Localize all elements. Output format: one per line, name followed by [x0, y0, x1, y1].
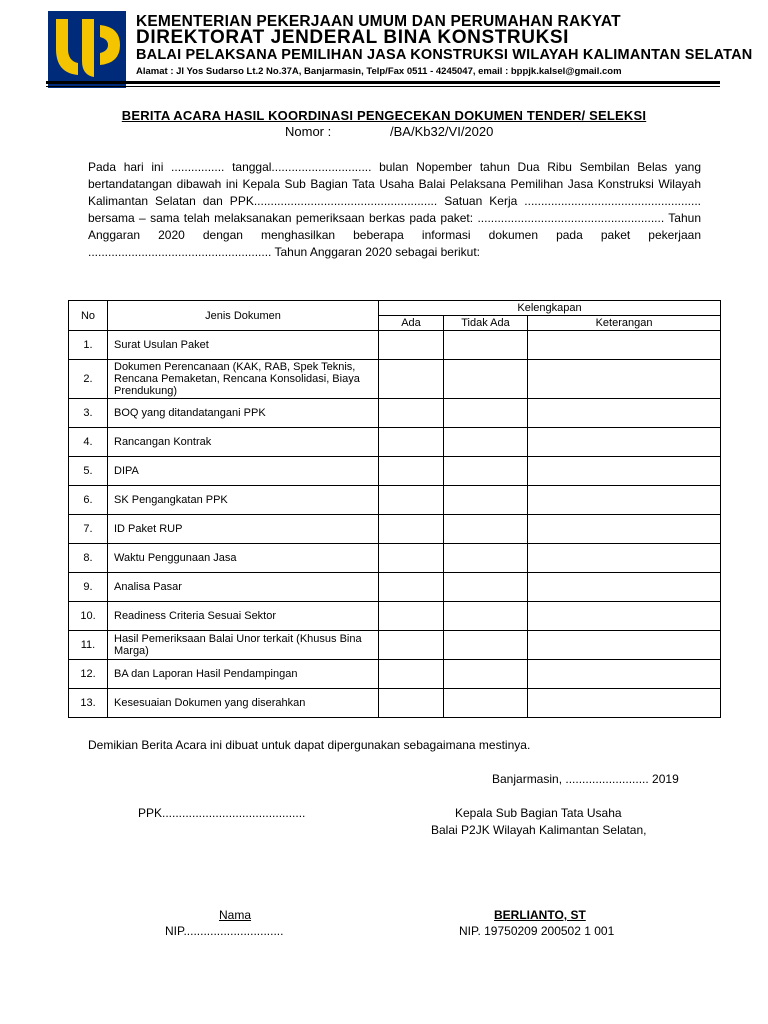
cell-keterangan — [528, 515, 721, 544]
cell-keterangan — [528, 428, 721, 457]
cell-tidak-ada — [444, 573, 528, 602]
row-document: Surat Usulan Paket — [108, 331, 379, 360]
row-document: Analisa Pasar — [108, 573, 379, 602]
cell-tidak-ada — [444, 428, 528, 457]
document-title: BERITA ACARA HASIL KOORDINASI PENGECEKAN DOKUMEN TENDER/ SELEKSI — [121, 108, 647, 123]
row-number: 5. — [69, 457, 108, 486]
cell-tidak-ada — [444, 631, 528, 660]
pu-emblem-icon — [48, 11, 126, 88]
cell-tidak-ada — [444, 689, 528, 718]
cell-tidak-ada — [444, 360, 528, 399]
row-document: Readiness Criteria Sesuai Sektor — [108, 602, 379, 631]
row-document: Hasil Pemeriksaan Balai Unor terkait (Khusus Bina Marga) — [108, 631, 379, 660]
cell-ada — [379, 515, 444, 544]
cell-ada — [379, 457, 444, 486]
cell-keterangan — [528, 331, 721, 360]
header-tidak-ada: Tidak Ada — [444, 316, 528, 331]
intro-paragraph: Pada hari ini ................ tanggal.............................. bulan Nopember tahun Dua Ribu Sembilan Belas yang bertandatangan dibawah ini Kepala Sub Bagian Tata Usaha Balai Pelaksana Pemilihan Jasa Konstruksi Wilayah Kalimantan Selatan dan PPK....................................................... Satuan Kerja ..................................................... bersama – sama telah melaksanakan pemeriksaan berkas pada paket: ........................................................ Tahun Anggaran 2020 dengan menghasilkan beberapa informasi dokumen pada paket pekerjaan ....................................................... Tahun Anggaran 2020 sebagai berikut: — [88, 160, 701, 259]
office-address: Alamat : Jl Yos Sudarso Lt.2 No.37A, Banjarmasin, Telp/Fax 0511 - 4245047, email : bppjk.kalsel@gmail.com — [136, 66, 622, 77]
header-kelengkapan: Kelengkapan — [379, 301, 721, 316]
table-row — [69, 573, 721, 602]
table-row — [69, 486, 721, 515]
row-number: 1. — [69, 331, 108, 360]
nomor-label: Nomor : — [285, 124, 332, 139]
table-row — [69, 428, 721, 457]
row-document: ID Paket RUP — [108, 515, 379, 544]
kasubag-title: Kepala Sub Bagian Tata Usaha — [455, 806, 622, 820]
header-jenis-dokumen: Jenis Dokumen — [108, 301, 379, 331]
table-row — [69, 331, 721, 360]
row-number: 7. — [69, 515, 108, 544]
row-number: 11. — [69, 631, 108, 660]
table-row — [69, 544, 721, 573]
document-checklist-table — [68, 300, 721, 718]
row-number: 8. — [69, 544, 108, 573]
table-row — [69, 457, 721, 486]
place-date: Banjarmasin, ......................... 2019 — [492, 772, 679, 786]
row-document: Rancangan Kontrak — [108, 428, 379, 457]
cell-tidak-ada — [444, 457, 528, 486]
ministry-logo — [48, 11, 126, 88]
cell-keterangan — [528, 573, 721, 602]
table-row — [69, 360, 721, 399]
table-row — [69, 689, 721, 718]
office-name: BALAI PELAKSANA PEMILIHAN JASA KONSTRUKSI WILAYAH KALIMANTAN SELATAN — [136, 47, 753, 63]
cell-tidak-ada — [444, 602, 528, 631]
header-ada: Ada — [379, 316, 444, 331]
row-number: 13. — [69, 689, 108, 718]
ppk-nip: NIP.............................. — [165, 924, 284, 938]
cell-ada — [379, 631, 444, 660]
cell-keterangan — [528, 602, 721, 631]
kasubag-nip: NIP. 19750209 200502 1 001 — [459, 924, 615, 938]
cell-tidak-ada — [444, 399, 528, 428]
cell-tidak-ada — [444, 660, 528, 689]
closing-statement: Demikian Berita Acara ini dibuat untuk dapat dipergunakan sebagaimana mestinya. — [88, 738, 531, 752]
cell-ada — [379, 399, 444, 428]
header-no: No — [69, 301, 108, 331]
kasubag-office: Balai P2JK Wilayah Kalimantan Selatan, — [431, 823, 647, 837]
table-row — [69, 399, 721, 428]
ppk-name: Nama — [219, 908, 252, 922]
cell-keterangan — [528, 660, 721, 689]
cell-keterangan — [528, 360, 721, 399]
ministry-name: KEMENTERIAN PEKERJAAN UMUM DAN PERUMAHAN RAKYAT — [136, 13, 621, 30]
nomor-value: /BA/Kb32/VI/2020 — [390, 124, 494, 139]
cell-keterangan — [528, 457, 721, 486]
cell-ada — [379, 544, 444, 573]
cell-ada — [379, 573, 444, 602]
cell-keterangan — [528, 689, 721, 718]
cell-tidak-ada — [444, 331, 528, 360]
cell-ada — [379, 660, 444, 689]
cell-keterangan — [528, 631, 721, 660]
cell-keterangan — [528, 486, 721, 515]
kasubag-name: BERLIANTO, ST — [494, 908, 586, 922]
ppk-title: PPK........................................... — [138, 806, 306, 820]
row-number: 10. — [69, 602, 108, 631]
cell-ada — [379, 428, 444, 457]
cell-ada — [379, 486, 444, 515]
cell-tidak-ada — [444, 544, 528, 573]
header-divider-thin — [46, 86, 720, 87]
table-row — [69, 660, 721, 689]
row-number: 6. — [69, 486, 108, 515]
directorate-name: DIREKTORAT JENDERAL BINA KONSTRUKSI — [136, 27, 570, 48]
row-document: Waktu Penggunaan Jasa — [108, 544, 379, 573]
row-document: DIPA — [108, 457, 379, 486]
row-number: 2. — [69, 360, 108, 399]
row-document: BA dan Laporan Hasil Pendampingan — [108, 660, 379, 689]
row-number: 9. — [69, 573, 108, 602]
cell-keterangan — [528, 544, 721, 573]
row-document: BOQ yang ditandatangani PPK — [108, 399, 379, 428]
cell-tidak-ada — [444, 515, 528, 544]
row-document: SK Pengangkatan PPK — [108, 486, 379, 515]
row-number: 3. — [69, 399, 108, 428]
row-document: Kesesuaian Dokumen yang diserahkan — [108, 689, 379, 718]
cell-keterangan — [528, 399, 721, 428]
row-number: 12. — [69, 660, 108, 689]
cell-tidak-ada — [444, 486, 528, 515]
row-document: Dokumen Perencanaan (KAK, RAB, Spek Teknis, Rencana Pemaketan, Rencana Konsolidasi, Biaya Prendukung) — [108, 360, 379, 399]
header-divider-thick — [46, 81, 720, 84]
header-keterangan: Keterangan — [528, 316, 721, 331]
cell-ada — [379, 602, 444, 631]
cell-ada — [379, 331, 444, 360]
table-row — [69, 602, 721, 631]
table-row — [69, 515, 721, 544]
cell-ada — [379, 360, 444, 399]
cell-ada — [379, 689, 444, 718]
row-number: 4. — [69, 428, 108, 457]
table-row — [69, 631, 721, 660]
